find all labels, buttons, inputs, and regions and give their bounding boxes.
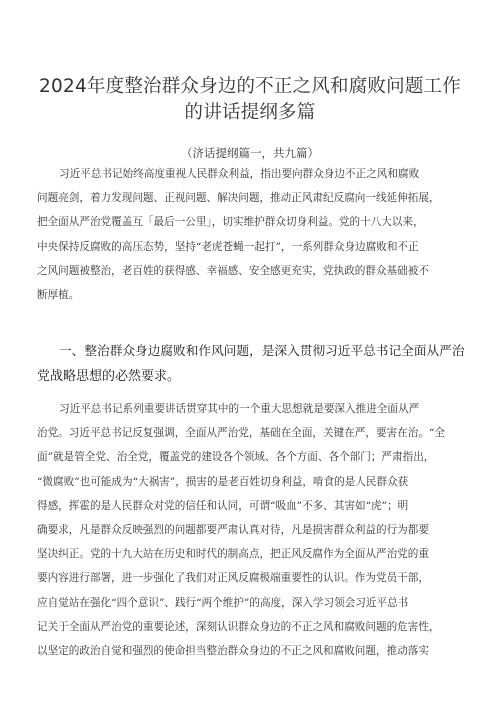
paragraph-line: 把全面从严治党覆盖互「最后一公里」，切实维护群众切身利益。党的十八大以来， xyxy=(37,216,424,229)
paragraph-line: 得感，挥霍的是人民群众对党的信任和认同，可谓“吸血”不多、其害如“虎”；明 xyxy=(37,499,409,512)
paragraph-line: 坚决纠正。党的十九大站在历史和时代的制高点，把正风反腐作为全面从严治党的重 xyxy=(37,548,429,561)
paragraph-line: 问题亮剑，着力发现问题、正视问题、解决问题，推动正风肃纪反腐向一线延伸拓展， xyxy=(37,192,440,205)
paragraph-line: 中央保持反腐败的高压态势，坚持“老虎苍蝇一起打”，一系列群众身边腐败和不正 xyxy=(37,240,419,253)
document-title-line-1: 2024年度整治群众身边的不正之风和腐败问题工作 xyxy=(39,76,461,97)
paragraph-line: 面”就是管全党、治全党，覆盖党的建设各个领域、各个方面、各个部门；严肃指出， xyxy=(37,451,435,464)
section-heading-1 xyxy=(37,338,467,390)
paragraph-line: 要内容进行部署，进一步强化了我们对正风反腐极端重要性的认识。作为党员干部， xyxy=(37,572,429,585)
document-title-line-2: 的讲话提纲多篇 xyxy=(184,102,316,123)
paragraph-line: 治党。习近平总书记反复强调，全面从严治党，基础在全面，关键在严，要害在治。“全 xyxy=(37,427,445,440)
paragraph-line: 之风问题被整治，老百姓的获得感、幸福感、安全感更充实，党执政的群众基础被不 xyxy=(37,264,429,277)
paragraph-line: 记关于全面从严治党的重要论述，深刻认识群众身边的不正之风和腐败问题的危害性， xyxy=(37,620,440,633)
paragraph-line: 习近平总书记系列重要讲话贯穿其中的一个重大思想就是要深入推进全面从严 xyxy=(59,403,420,415)
paragraph-line: 习近平总书记始终高度重视人民群众利益，指出要向群众身边不正之风和腐败 xyxy=(59,168,420,180)
paragraph-line: 确要求，凡是群众反映强烈的问题都要严肃认真对待，凡是损害群众利益的行为都要 xyxy=(37,523,429,536)
paragraph-body xyxy=(37,397,465,663)
paragraph-line: 以坚定的政治自觉和强烈的使命担当整治群众身边的不正之风和腐败问题，推动落实 xyxy=(37,644,429,657)
paragraph-line: 应自觉站在强化“四个意识”、践行“两个维护”的高度，深入学习领会习近平总书 xyxy=(37,596,409,609)
paragraph-intro xyxy=(37,162,465,307)
heading-line: 一、整治群众身边腐败和作风问题，是深入贯彻习近平总书记全面从严治 xyxy=(59,343,465,358)
paragraph-line: 断厚植。 xyxy=(37,288,80,301)
heading-line: 党战略思想的必然要求。 xyxy=(37,369,181,384)
paragraph-line: “微腐败”也可能成为“大祸害”，损害的是老百姓切身利益，啃食的是人民群众获 xyxy=(37,475,409,488)
document-subtitle: （济话提纲篇一，共九篇） xyxy=(181,146,319,160)
